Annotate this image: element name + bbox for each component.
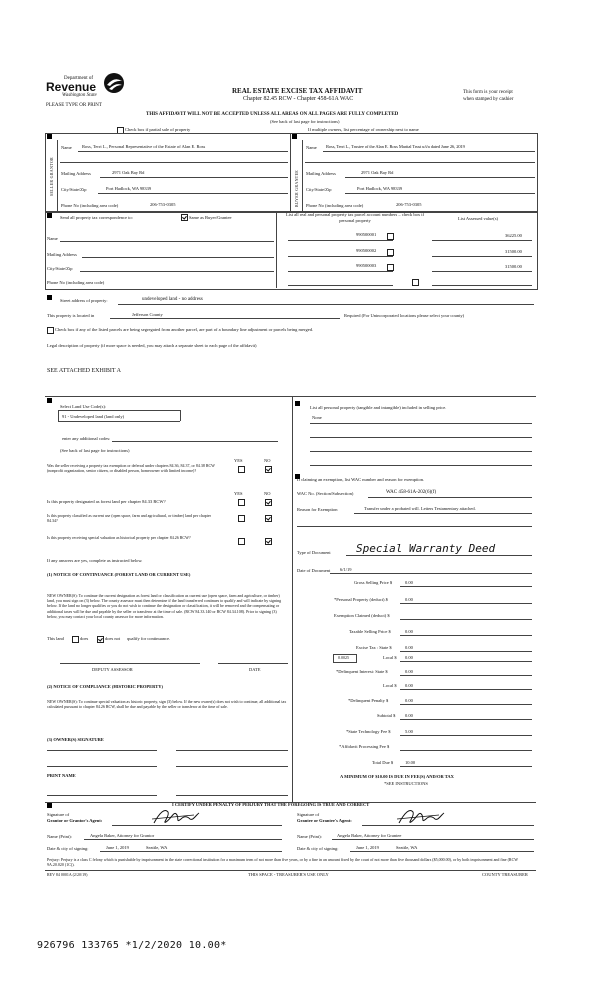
same-as-buyer-checkbox[interactable]: [181, 214, 188, 221]
parcel-number: 990500002: [356, 248, 377, 253]
type-print-note: PLEASE TYPE OR PRINT: [46, 103, 102, 108]
exemption-question: Was the seller receiving a property tax exemption or deferral under chapters 84.36, 84.37, or 84.38 RCW (nonprofit organization, senior citizen, or disabled person, homeowner with limited income)?: [47, 463, 215, 474]
personal-property-value: None: [312, 415, 322, 420]
grantor-sig-label-1: Signature of: [47, 812, 70, 817]
grantor-sig-label-2: Grantor or Grantor's Agent:: [47, 818, 103, 823]
section-marker-5: [47, 398, 52, 403]
exemption-no-checkbox[interactable]: [265, 466, 272, 473]
delinquent-interest: 0.00: [405, 669, 413, 674]
wac-number: WAC 458-61A-202(6)(f): [386, 490, 437, 495]
compliance-title: (2) NOTICE OF COMPLIANCE (HISTORIC PROPERTY): [47, 684, 163, 689]
does-not-checkbox[interactable]: [97, 636, 104, 643]
total-due: 10.00: [405, 760, 416, 765]
subtotal: 0.00: [405, 713, 413, 718]
corr-city-label: City/State/Zip: [47, 266, 73, 271]
street-address: undeveloped land - no address: [142, 297, 203, 302]
assessed-value: 31500.00: [505, 249, 522, 254]
excise-local: 0.00: [405, 655, 413, 660]
logo-state: Washington State: [62, 93, 97, 98]
taxable-price: 0.00: [405, 629, 413, 634]
delinquent-local: 0.00: [405, 683, 413, 688]
exemption-reason: Transfer under a probated will. Letters Testamentary attached.: [364, 506, 476, 511]
exemption-deduct-label: Exemption Claimed (deduct) $: [334, 613, 390, 618]
county: Jefferson County: [132, 312, 163, 317]
delinquent-local-label: Local $: [383, 683, 397, 688]
yes-header: YES: [234, 458, 243, 463]
buyer-address: 2971 Oak Bay Rd: [361, 170, 394, 175]
receipt-note-2: when stamped by cashier: [463, 97, 514, 102]
same-as-buyer-label: Same as Buyer/Grantee: [189, 215, 232, 220]
gross-price-label: Gross Selling Price $: [354, 580, 393, 585]
grantee-date: June 1, 2019: [356, 845, 379, 850]
send-correspondence-label: Send all property tax correspondence to:: [60, 215, 133, 220]
segregated-label: Check box if any of the listed parcels are being segregated from another parcel, are part of a boundary line adjustment or parcels being merged.: [55, 327, 314, 332]
buyer-city: Port Hadlock, WA 98339: [357, 186, 403, 191]
certify-title: I CERTIFY UNDER PENALTY OF PERJURY THAT THE FOREGOING IS TRUE AND CORRECT: [172, 802, 370, 807]
grantor-date-label: Date & city of signing:: [47, 846, 89, 851]
forest-yes-checkbox[interactable]: [238, 499, 245, 506]
doc-date-label: Date of Document: [297, 568, 331, 573]
deputy-date-label: DATE: [249, 667, 261, 672]
personal-deduct-label: *Personal Property (deduct) $: [334, 597, 388, 602]
processing-fee-label: *Affidavit Processing Fee $: [339, 744, 390, 749]
doc-type-label: Type of Document: [297, 550, 331, 555]
legal-description: SEE ATTACHED EXHIBIT A: [47, 368, 121, 374]
grantee-city: Seattle, WA: [396, 845, 418, 850]
deputy-assessor-label: DEPUTY ASSESSOR: [92, 667, 133, 672]
assessed-value-header: List Assessed value(s): [458, 216, 498, 221]
segregated-checkbox[interactable]: [47, 327, 54, 334]
land-use-see-back: (See back of last page for instructions): [60, 448, 130, 453]
excise-state-label: Excise Tax : State $: [356, 645, 392, 650]
yes-header: YES: [234, 491, 243, 496]
buyer-phone: 206-753-0305: [396, 202, 422, 207]
grantee-sig-label-2: Grantee or Grantee's Agent:: [297, 818, 352, 823]
seller-phone-label: Phone No (including area code): [61, 203, 119, 208]
parcel-number: 990500001: [356, 232, 377, 237]
continuance-text: NEW OWNER(S): To continue the current designation as forest land or classification as current use (open space, farm and agriculture, or timber) land, you must sign on (3) below. The county assessor must then determine if the land transferred continues to qualify and will indicate by signing below. If the land no longer qualifies or you do not wish to continue the designation or classification, it will be removed and the compensating or additional taxes will be due and payable by the seller or transferor at the time of sale. (RCW 84.33.140 or RCW 84.34.108). Prior to signing (3) below, you may contact your local county assessor for more information.: [47, 593, 282, 619]
historic-no-checkbox[interactable]: [265, 538, 272, 545]
tech-fee-label: *State Technology Fee $: [346, 729, 391, 734]
seller-address-label: Mailing Address: [61, 171, 91, 176]
owner-signature-title: (3) OWNER(S) SIGNATURE: [47, 737, 104, 742]
excise-local-label: Local $: [383, 655, 397, 660]
county-treasurer: COUNTY TREASURER: [482, 872, 528, 877]
perjury-notice: Perjury: Perjury is a class C felony which is punishable by imprisonment in the state correctional institution for a maximum term of not more than five years, or by a fine in an amount fixed by the court of not more than five thousand dollars ($5,000.00), or by both imprisonment and fine (RCW 9A.20.020 (1C)).: [47, 857, 518, 868]
form-title: REAL ESTATE EXCISE TAX AFFIDAVIT: [232, 87, 363, 95]
seller-phone: 206-753-0305: [150, 202, 176, 207]
personal-property-label: List all personal property (tangible and intangible) included in selling price.: [310, 405, 447, 410]
personal-property-checkbox[interactable]: [387, 264, 394, 271]
form-number: REV 84 0001A (2/20/19): [47, 872, 88, 877]
grantee-name: Angela Baker, Attorney for Grantee: [337, 833, 402, 838]
personal-property-checkbox[interactable]: [387, 249, 394, 256]
personal-property-checkbox[interactable]: [387, 233, 394, 240]
compliance-text: NEW OWNER(S): To continue special valuation as historic property, sign (3) below. If the new owner(s) does not wish to continue, all additional tax calculated pursuant to chapter 84.26 RCW, shall be due and payable by the seller or transferor at the time of sale.: [47, 699, 287, 710]
section-marker-3: [47, 213, 52, 218]
parcel-number: 990500003: [356, 263, 377, 268]
multiple-owners-note: If multiple owners, list percentage of ownership next to name: [308, 127, 419, 132]
personal-property-checkbox[interactable]: [412, 279, 419, 286]
current-use-no-checkbox[interactable]: [265, 515, 272, 522]
if-yes-note: If any answers are yes, complete as instructed below.: [47, 558, 143, 563]
legal-description-label: Legal description of property (if more space is needed, you may attach a separate sheet to each page of the affidavit): [47, 343, 257, 348]
assessed-value: 36225.00: [505, 233, 522, 238]
buyer-name: Ross, Terri L., Trustee of the Alan E. Ross Marital Trust u/t/a dated June 26, 2019: [326, 144, 465, 149]
buyer-name-label: Name: [306, 145, 317, 150]
seller-side-label: SELLER GRANTOR: [49, 157, 54, 197]
local-rate: 0.0025: [338, 655, 349, 660]
current-use-yes-checkbox[interactable]: [238, 515, 245, 522]
land-use-code: 91 - Undeveloped land (land only): [62, 414, 125, 419]
continuance-title: (1) NOTICE OF CONTINUANCE (FOREST LAND OR CURRENT USE): [47, 572, 191, 577]
corr-phone-label: Phone No (including area code): [47, 280, 105, 285]
see-instructions-note: *SEE INSTRUCTIONS: [384, 781, 428, 786]
corr-name-label: Name: [47, 236, 58, 241]
no-header: NO: [264, 491, 271, 496]
additional-codes-label: enter any additional codes:: [62, 436, 111, 441]
seller-address: 2971 Oak Bay Rd: [112, 170, 145, 175]
grantee-sig-label-1: Signature of: [297, 812, 320, 817]
exemption-reason-label: Reason for Exemption: [297, 507, 338, 512]
no-header: NO: [264, 458, 271, 463]
street-address-label: Street address of property:: [60, 298, 108, 303]
section-marker-2: [292, 134, 297, 139]
qualify-label: qualify for continuance.: [127, 636, 171, 641]
unincorporated-note: Required (For Unincorporated locations please select your county): [344, 313, 465, 318]
historic-yes-checkbox[interactable]: [238, 538, 245, 545]
tech-fee: 5.00: [405, 729, 413, 734]
section-marker-8: [47, 803, 52, 808]
located-in-label: This property is located in: [47, 313, 95, 318]
treasurer-use-only: THIS SPACE - TREASURER'S USE ONLY: [248, 872, 329, 877]
doc-date: 6/1/19: [340, 567, 352, 572]
section-marker-4: [47, 295, 52, 300]
parcel-list-header: List all real and personal property tax parcel account numbers – check box if personal property: [285, 212, 425, 223]
grantee-date-label: Date & city of signing:: [297, 846, 339, 851]
grantor-date: June 1, 2019: [106, 845, 129, 850]
logo-dept: Department of: [64, 76, 94, 81]
current-use-question: Is this property classified as current use (open space, farm and agricultural, or timber) land per chapter 84.34?: [47, 513, 211, 524]
seller-city: Port Hadlock, WA 98339: [106, 186, 152, 191]
section-marker-6: [295, 401, 300, 406]
seller-name: Ross, Terri L., Personal Representative of the Estate of Alan E. Ross: [82, 144, 206, 149]
exemption-claim-note: If claiming an exemption, list WAC number and reason for exemption.: [297, 477, 425, 482]
receipt-note-1: This form is your receipt: [463, 90, 513, 95]
logo-agency: Revenue: [46, 80, 97, 94]
land-use-label: Select Land Use Code(s):: [60, 404, 107, 409]
buyer-side-label: BUYER GRANTEE: [294, 170, 299, 208]
taxable-price-label: Taxable Selling Price $: [349, 629, 391, 634]
completion-notice: THIS AFFIDAVIT WILL NOT BE ACCEPTED UNLESS ALL AREAS ON ALL PAGES ARE FULLY COMPLETED: [146, 112, 399, 117]
partial-sale-label: Check box if partial sale of property: [125, 127, 191, 132]
forest-no-checkbox[interactable]: [265, 499, 272, 506]
grantor-name: Angela Baker, Attorney for Grantor: [90, 833, 155, 838]
recording-stamp: 926796 133765 *1/2/2020 10.00*: [37, 940, 227, 951]
historic-question: Is this property receiving special valuation as historical property per chapter 84.26 RCW?: [47, 535, 191, 540]
grantor-name-label: Name (Print):: [47, 834, 72, 839]
excise-state: 0.00: [405, 645, 413, 650]
does-checkbox[interactable]: [72, 636, 79, 643]
buyer-phone-label: Phone No (including area code): [306, 203, 364, 208]
delinquent-interest-label: *Delinquent Interest: State $: [336, 669, 388, 674]
section-marker-1: [47, 134, 52, 139]
delinquent-penalty-label: *Delinquent Penalty $: [348, 698, 389, 703]
doc-type: Special Warranty Deed: [356, 542, 496, 555]
revenue-emblem-icon: [103, 72, 125, 94]
buyer-city-label: City/State/Zip: [306, 187, 332, 192]
forest-land-question: Is this property designated as forest land per chapter 84.33 RCW?: [47, 499, 166, 504]
wac-label: WAC No. (Section/Subsection): [297, 491, 354, 496]
subtotal-label: Subtotal $: [377, 713, 396, 718]
grantor-city: Seattle, WA: [146, 845, 168, 850]
total-due-label: Total Due $: [372, 760, 394, 765]
grantee-name-label: Name (Print):: [297, 834, 322, 839]
does-not-label: does not: [105, 636, 121, 641]
this-land-label: This land: [47, 636, 64, 641]
print-name-label: PRINT NAME: [47, 773, 76, 778]
corr-address-label: Mailing Address: [47, 252, 77, 257]
does-label: does: [80, 636, 89, 641]
personal-deduct: 0.00: [405, 597, 413, 602]
seller-name-label: Name: [61, 145, 72, 150]
minimum-due-note: A MINIMUM OF $10.00 IS DUE IN FEE(S) AND/OR TAX: [340, 774, 454, 779]
exemption-yes-checkbox[interactable]: [238, 466, 245, 473]
assessed-value: 31500.00: [505, 264, 522, 269]
buyer-address-label: Mailing Address: [306, 171, 336, 176]
seller-city-label: City/State/Zip: [61, 187, 87, 192]
form-chapter: Chapter 82.45 RCW - Chapter 458-61A WAC: [243, 96, 354, 102]
gross-price: 0.00: [405, 580, 413, 585]
see-back-note: (See back of last page for instructions): [270, 119, 340, 124]
delinquent-penalty: 0.00: [405, 698, 413, 703]
